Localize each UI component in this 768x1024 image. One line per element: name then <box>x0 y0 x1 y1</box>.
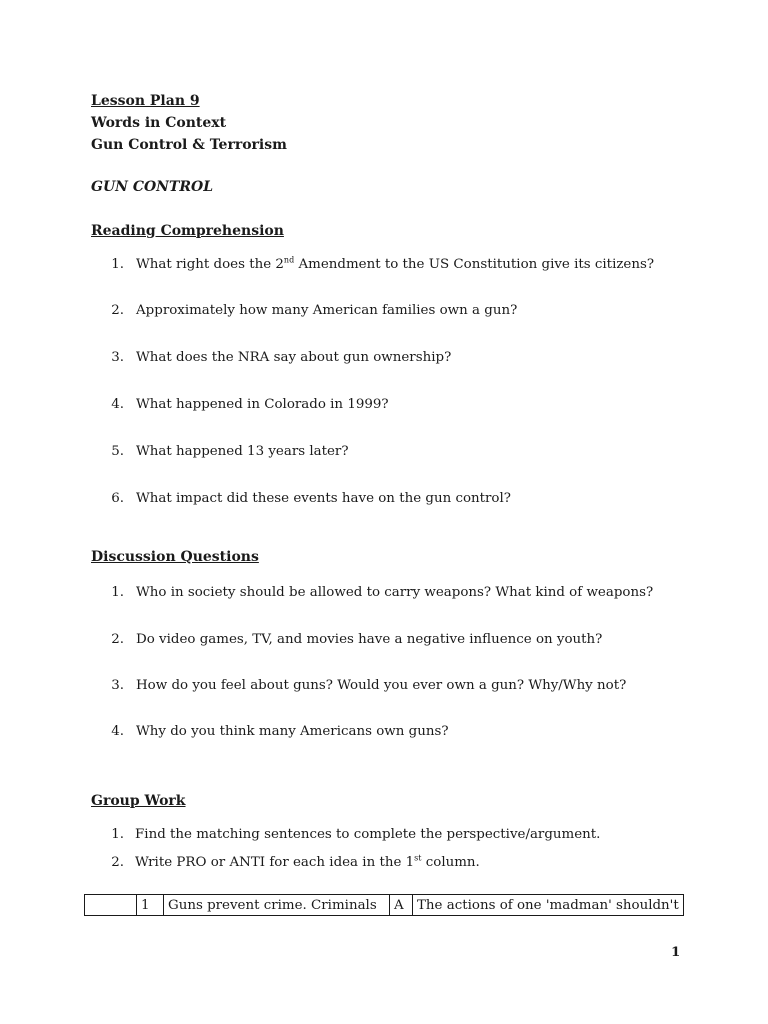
page-number: 1 <box>671 944 681 960</box>
lesson-subtitle: Words in Context <box>91 115 227 131</box>
lesson-topic: Gun Control & Terrorism <box>91 137 287 153</box>
section-title: GUN CONTROL <box>91 179 214 195</box>
table-row <box>85 895 684 916</box>
group-heading: Group Work <box>91 793 186 809</box>
reading-heading: Reading Comprehension <box>91 223 284 239</box>
discussion-heading: Discussion Questions <box>91 549 259 565</box>
table-cell-letter: A <box>390 895 413 916</box>
table-cell-right: The actions of one 'madman' shouldn't <box>413 895 684 916</box>
table-cell-number: 1 <box>137 895 164 916</box>
table-cell-left: Guns prevent crime. Criminals <box>164 895 390 916</box>
document-page: Lesson Plan 9 Words in Context Gun Control & Terrorism GUN CONTROL Reading Comprehension 1. What right does the 2nd Amendment to the US Constitution give its citizens? 2. Approximately how many American families own a gun? 3. What does the NRA say about gun ownership? 4. What happened in Colorado in 1999? 5. What happened 13 years later? 6. What impact did these events have on the gun control? Discussion Questions 1. Who in society should be allowed to carry weapons? What kind of weapons? 2. Do video games, TV, and movies have a negative influence on youth? 3. How do you feel about guns? Would you ever own a gun? Why/Why not? 4. Why do you think many Americans own guns? Group Work 1. Find the matching sentences to complete the perspective/argument. 2. Write PRO or ANTI for each idea in the 1st column. 1 Guns prevent crime. Criminals A The actions of one 'madman' shouldn't 1 <box>0 0 768 1024</box>
matching-table <box>84 894 684 916</box>
table-cell-blank <box>85 895 137 916</box>
lesson-title: Lesson Plan 9 <box>91 93 200 109</box>
